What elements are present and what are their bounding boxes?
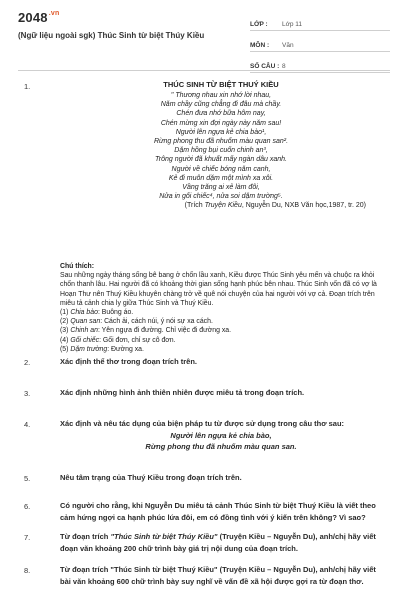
note-item <box>60 336 386 345</box>
poem-line: Rừng phong thu đã nhuốm màu quan san². <box>153 138 289 146</box>
meta-row-subject <box>250 35 390 52</box>
notes-paragraph: Sau những ngày tháng sống bê bang ở chốn lầu xanh, Kiều được Thúc Sinh yêu mến và chuộc ra khỏi chốn thanh lâu. Hai người đã có khoảng thời gian sống hạnh phúc bên nhau. Thúc Sinh vốn đã có vợ là Hoạn Thư nên Thuý Kiều khuyên chàng trở về quê nói chuyện của hai người với vợ cả. Đoạn trích trên miêu tả cảnh chia ly giữa Thúc Sinh và Thuý Kiều. <box>60 272 377 307</box>
note-item <box>60 317 386 326</box>
question-number: 2. <box>24 358 31 367</box>
poem-line: " Thương nhau xin nhớ lời nhau, <box>170 92 272 99</box>
header-divider <box>18 70 390 71</box>
note-definition: : Đường xa. <box>107 345 144 353</box>
note-item <box>60 345 386 354</box>
meta-value: Lớp 11 <box>282 21 303 28</box>
note-definition: : Gối đơn, chỉ sự cô đơn. <box>99 336 176 344</box>
meta-value: Văn <box>282 42 294 49</box>
question-text: Nêu tâm trạng của Thuý Kiều trong đoạn trích trên. <box>60 473 242 482</box>
question-text-prefix: Từ đoạn trích <box>60 532 111 541</box>
note-term: Chinh an <box>70 327 98 335</box>
poem-line: Vầng trăng ai xẻ làm đôi, <box>182 184 260 192</box>
quoted-line: Rừng phong thu đã nhuốm màu quan san. <box>145 441 297 451</box>
source-suffix: , Nguyễn Du, NXB Văn học,1987, tr. 20) <box>241 202 366 210</box>
note-item <box>60 308 386 317</box>
question-text: Có người cho rằng, khi Nguyễn Du miêu tả cảnh Thúc Sinh từ biệt Thuý Kiều là viết theo cảm hứng ngợi ca hạnh phúc lứa đôi, em có đồng tình với ý kiến trên không? Vì sao? <box>60 501 376 522</box>
question-number: 7. <box>24 533 31 542</box>
poem-notes <box>60 262 386 354</box>
note-number: (1) <box>60 309 69 317</box>
question-number: 5. <box>24 474 31 483</box>
poem-line: Người về chiếc bóng năm canh, <box>171 165 271 173</box>
poem-line: Năm chầy cũng chẳng đi đâu mà chầy. <box>160 101 282 109</box>
question-number: 4. <box>24 420 31 429</box>
meta-key: LỚP : <box>250 21 268 28</box>
note-number: (5) <box>60 345 69 353</box>
question-number: 8. <box>24 566 31 575</box>
notes-title: Chú thích: <box>60 263 95 270</box>
note-definition: : Yên ngựa đi đường. Chỉ việc đi đường xa. <box>97 327 232 335</box>
note-term: Quan san <box>70 318 101 326</box>
quoted-line: Người lên ngựa kẻ chia bào, <box>170 430 272 440</box>
poem-line: Trông người đã khuất mấy ngàn dâu xanh. <box>155 156 287 164</box>
poem-line: Người lên ngựa kẻ chia bào¹, <box>175 128 267 136</box>
question-text: Xác định những hình ảnh thiên nhiên được miêu tả trong đoạn trích. <box>60 388 305 397</box>
question-prompt: Xác định và nêu tác dụng của biện pháp tu từ được sử dụng trong câu thơ sau: <box>60 419 345 428</box>
question-text: Từ đoạn trích "Thúc Sinh từ biệt Thuý Kiều" (Truyện Kiều – Nguyễn Du), anh/chị hãy viết bài văn khoảng 600 chữ trình bày suy nghĩ về vấn đề xã hội được gợi ra từ đoạn thơ. <box>60 565 376 586</box>
logo-number: 2048 <box>18 10 48 25</box>
note-definition: : Buông áo. <box>97 309 134 317</box>
question-text <box>60 418 382 452</box>
poem-source <box>60 202 382 209</box>
note-definition: : Cách ải, cách núi, ý nói sự xa cách. <box>100 318 213 326</box>
logo-suffix: .vn <box>48 10 60 17</box>
note-term: Dặm trường <box>70 345 108 353</box>
question-text: Xác định thể thơ trong đoạn trích trên. <box>60 357 197 366</box>
site-logo[interactable] <box>18 10 59 25</box>
meta-value: 8 <box>282 63 286 70</box>
poem-line: Dặm hồng bụi cuốn chinh an³, <box>174 147 268 155</box>
poem-line: Chén mừng xin đợi ngày này năm sau! <box>160 119 282 127</box>
source-prefix: (Trích <box>184 202 205 210</box>
worksheet-meta <box>250 14 390 77</box>
note-number: (4) <box>60 336 69 344</box>
worksheet-subtitle: (Ngữ liệu ngoài sgk) Thúc Sinh từ biệt Thúy Kiều <box>18 31 205 40</box>
poem-line: Chén đưa nhớ bữa hôm nay, <box>176 110 266 118</box>
note-number: (2) <box>60 318 69 326</box>
poem-excerpt <box>60 80 382 209</box>
note-term: Gối chiếc <box>70 336 100 344</box>
source-title: Truyện Kiều <box>204 202 242 210</box>
question-number: 6. <box>24 502 31 511</box>
poem-title: THÚC SINH TỪ BIỆT THUÝ KIỀU <box>163 80 279 89</box>
poem-line: Nửa in gối chiếc⁴, nửa soi dặm trường⁵. <box>159 193 283 201</box>
question-text-suffix: (Truyện Kiều – Nguyễn Du), anh/chị hãy viết đoạn văn khoảng 200 chữ trình bày giá trị nội dung của đoạn trích. <box>60 532 376 553</box>
meta-key: SỐ CÂU : <box>250 63 280 70</box>
note-term: Chia bào <box>70 309 98 317</box>
meta-key: MÔN : <box>250 42 270 49</box>
note-item <box>60 326 386 335</box>
question-number: 3. <box>24 389 31 398</box>
meta-row-class <box>250 14 390 31</box>
question-number: 1. <box>24 82 31 91</box>
question-text-title: "Thúc Sinh từ biệt Thúy Kiều" <box>110 532 218 541</box>
question-text <box>60 531 382 554</box>
note-number: (3) <box>60 327 69 335</box>
poem-line: Kẻ đi muôn dặm một mình xa xôi. <box>168 174 274 182</box>
